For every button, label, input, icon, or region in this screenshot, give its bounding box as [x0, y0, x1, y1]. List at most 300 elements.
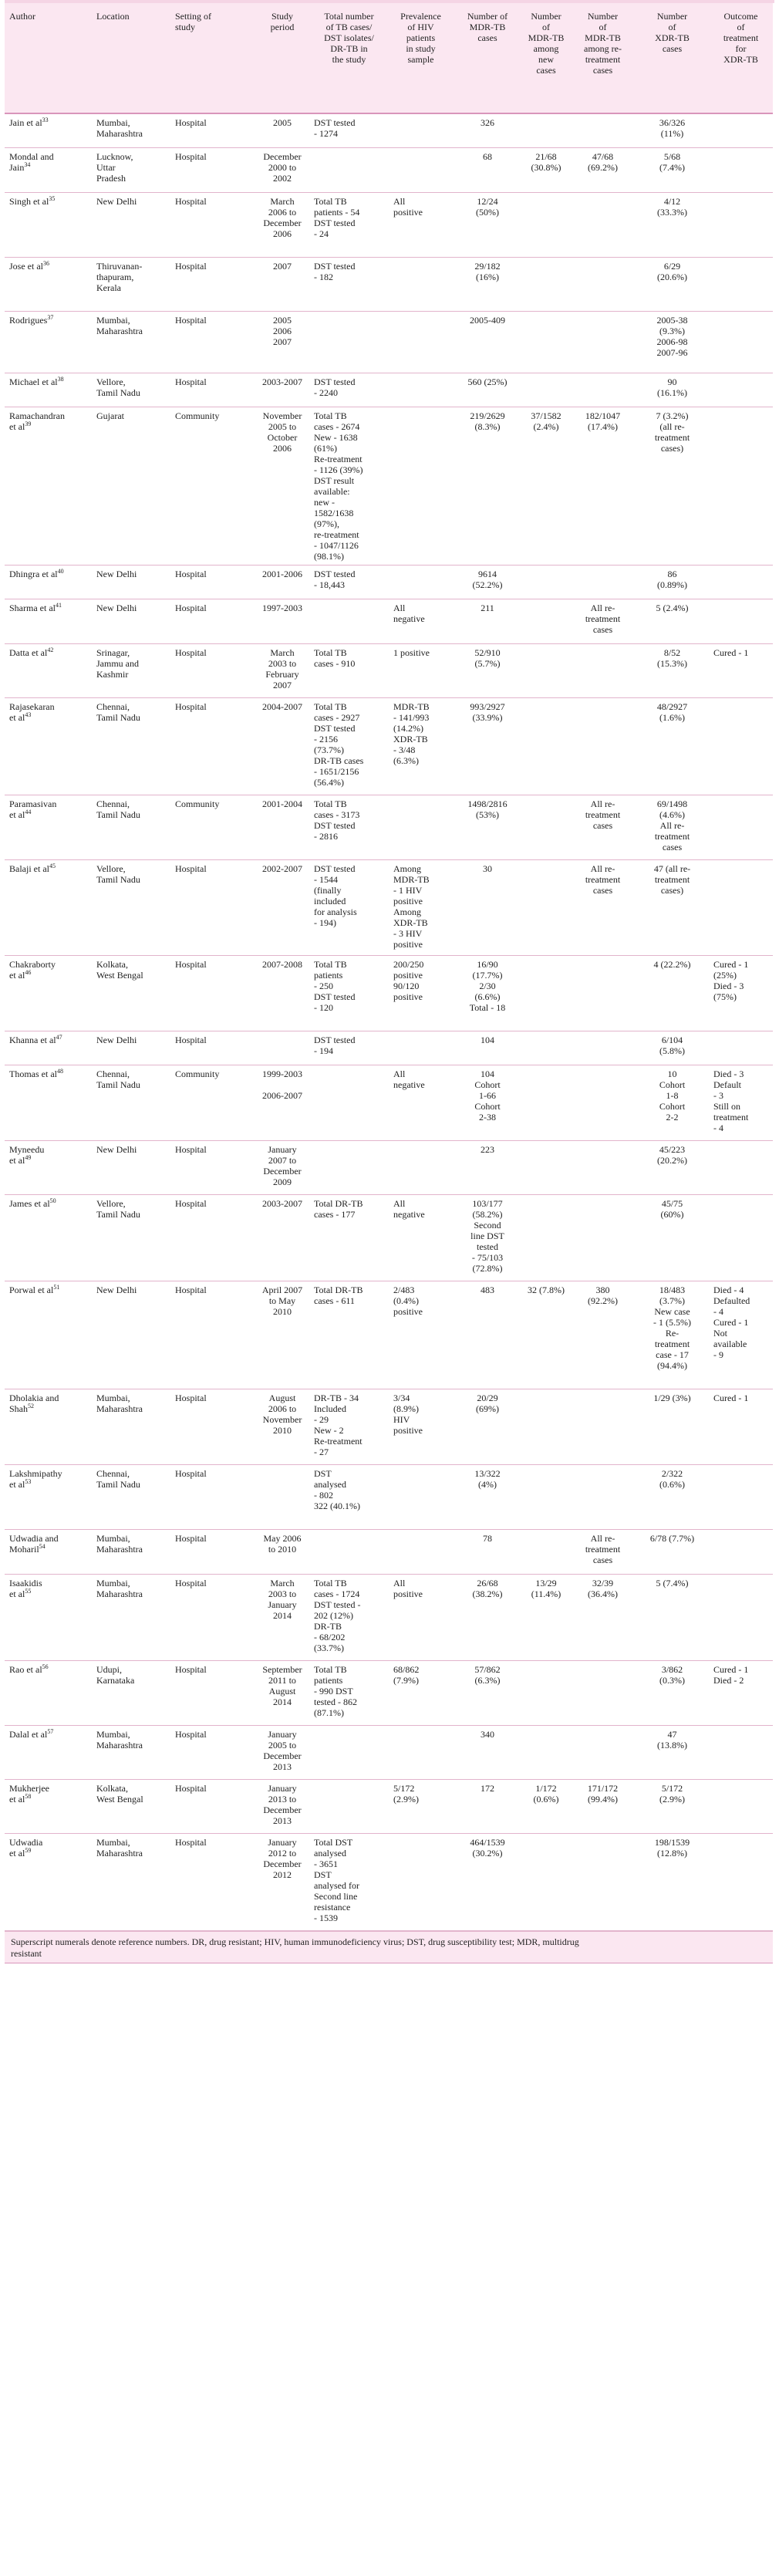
author-name: Dholakia and Shah: [9, 1392, 59, 1414]
location-cell: Mumbai, Maharashtra: [96, 1836, 143, 1859]
column-header: Setting of study: [175, 11, 211, 32]
location-cell: Chennai, Tamil Nadu: [96, 798, 140, 820]
outcome-cell: [709, 1194, 773, 1281]
total-cell: [309, 1140, 389, 1194]
mdr-re-cell: 32/39 (36.4%): [588, 1577, 618, 1599]
mdr-re-cell: All re- treatment cases: [585, 1532, 621, 1565]
location-cell: New Delhi: [96, 1034, 137, 1045]
hiv-cell: 5/172 (2.9%): [393, 1782, 419, 1805]
xdr-cell: 86 (0.89%): [657, 568, 687, 590]
xdr-cell: 8/52 (15.3%): [657, 647, 687, 669]
mdr-cell: 26/68 (38.2%): [472, 1577, 503, 1599]
mdr-cell: 16/90 (17.7%) 2/30 (6.6%) Total - 18: [469, 958, 506, 1013]
period-cell: January 2005 to December 2013: [263, 1728, 302, 1772]
location-cell: Lucknow, Uttar Pradesh: [96, 150, 133, 184]
xdr-cell: 6/104 (5.8%): [659, 1034, 685, 1056]
hiv-cell: [389, 257, 453, 311]
reference-number: 57: [47, 1727, 54, 1735]
mdr-new-cell: [522, 1389, 570, 1464]
reference-number: 43: [25, 711, 32, 718]
author-name: Jain et al: [9, 117, 42, 128]
xdr-cell: 6/29 (20.6%): [657, 260, 687, 282]
mdr-new-cell: 13/29 (11.4%): [531, 1577, 561, 1599]
mdr-re-cell: [570, 1464, 636, 1529]
mdr-new-cell: [522, 1833, 570, 1930]
author-cell: [5, 565, 92, 599]
table-row: [5, 1140, 773, 1194]
mdr-cell: 211: [481, 602, 494, 613]
location-cell: New Delhi: [96, 1143, 137, 1155]
mdr-re-cell: 47/68 (69.2%): [588, 150, 618, 173]
setting-cell: Hospital: [175, 602, 207, 613]
xdr-cell: 69/1498 (4.6%) All re- treatment cases: [654, 798, 690, 852]
total-cell: DST tested - 194: [314, 1034, 356, 1056]
author-cell: [5, 859, 92, 955]
mdr-re-cell: All re- treatment cases: [585, 863, 621, 896]
hiv-cell: 68/862 (7.9%): [393, 1663, 420, 1686]
hiv-cell: 3/34 (8.9%) HIV positive: [393, 1392, 423, 1436]
table-row: [5, 1031, 773, 1065]
author-name: Myneedu et al: [9, 1143, 45, 1166]
author-cell: [5, 147, 92, 192]
setting-cell: Hospital: [175, 260, 207, 272]
location-cell: Vellore, Tamil Nadu: [96, 376, 140, 398]
author-cell: [5, 1725, 92, 1779]
location-cell: Vellore, Tamil Nadu: [96, 863, 140, 885]
setting-cell: Hospital: [175, 1836, 207, 1848]
mdr-new-cell: [522, 955, 570, 1031]
mdr-cell: 172: [481, 1782, 494, 1794]
mdr-new-cell: [522, 565, 570, 599]
table-header-row: [5, 3, 773, 113]
mdr-new-cell: 32 (7.8%): [528, 1284, 565, 1295]
author-cell: [5, 1529, 92, 1574]
hiv-cell: All positive: [393, 1577, 423, 1599]
reference-number: 48: [56, 1067, 63, 1075]
total-cell: DST analysed - 802 322 (40.1%): [314, 1467, 360, 1511]
table-row: [5, 1833, 773, 1930]
location-cell: Mumbai, Maharashtra: [96, 1392, 143, 1414]
mdr-cell: 29/182 (16%): [474, 260, 501, 282]
mdr-re-cell: [570, 373, 636, 407]
setting-cell: Hospital: [175, 1782, 207, 1794]
location-cell: New Delhi: [96, 1284, 137, 1295]
author-cell: [5, 1281, 92, 1389]
total-cell: [309, 1779, 389, 1833]
xdr-cell: 5/68 (7.4%): [659, 150, 685, 173]
location-cell: Chennai, Tamil Nadu: [96, 1467, 140, 1490]
mdr-new-cell: [522, 1065, 570, 1140]
mdr-new-cell: [522, 113, 570, 147]
total-cell: Total TB patients - 54 DST tested - 24: [314, 195, 360, 239]
outcome-cell: Died - 4 Defaulted - 4 Cured - 1 Not available - 9: [713, 1284, 750, 1360]
reference-number: 51: [53, 1283, 60, 1291]
mdr-cell: 57/862 (6.3%): [474, 1663, 501, 1686]
mdr-new-cell: [522, 1660, 570, 1725]
total-cell: [309, 1725, 389, 1779]
mdr-cell: 1498/2816 (53%): [467, 798, 508, 820]
mdr-cell: 993/2927 (33.9%): [470, 701, 505, 723]
hiv-cell: All negative: [393, 1068, 425, 1090]
outcome-cell: Cured - 1: [713, 647, 749, 658]
setting-cell: Hospital: [175, 1532, 207, 1544]
author-cell: [5, 1389, 92, 1464]
reference-number: 36: [43, 259, 49, 267]
column-header: Total number of TB cases/ DST isolates/ DR-TB in the study: [324, 11, 374, 65]
period-cell: [255, 1031, 309, 1065]
xdr-cell: 6/78 (7.7%): [649, 1532, 695, 1544]
column-header: Number of MDR-TB among new cases: [528, 11, 565, 76]
reference-number: 46: [25, 968, 32, 976]
period-cell: 2002-2007: [262, 863, 302, 874]
outcome-cell: [709, 565, 773, 599]
author-name: Jose et al: [9, 260, 43, 272]
mdr-re-cell: [570, 1389, 636, 1464]
mdr-re-cell: [570, 643, 636, 697]
total-cell: DST tested - 2240: [314, 376, 356, 398]
mdr-new-cell: [522, 599, 570, 643]
total-cell: DR-TB - 34 Included - 29 New - 2 Re-treatment - 27: [314, 1392, 363, 1457]
table-row: [5, 697, 773, 795]
mdr-re-cell: [570, 1140, 636, 1194]
table-row: [5, 113, 773, 147]
mdr-new-cell: 37/1582 (2.4%): [531, 410, 561, 432]
mdr-re-cell: 171/172 (99.4%): [587, 1782, 619, 1805]
author-name: Udwadia et al: [9, 1836, 43, 1859]
reference-number: 34: [24, 160, 31, 168]
location-cell: Udupi, Karnataka: [96, 1663, 135, 1686]
period-cell: 2005 2006 2007: [273, 314, 292, 347]
column-header: Number of XDR-TB cases: [655, 11, 690, 54]
xdr-cell: 5 (2.4%): [656, 602, 689, 613]
period-cell: 2001-2006: [262, 568, 302, 579]
mdr-cell: 9614 (52.2%): [472, 568, 503, 590]
author-cell: [5, 407, 92, 565]
author-cell: [5, 1194, 92, 1281]
mdr-new-cell: [522, 311, 570, 373]
hiv-cell: [389, 795, 453, 859]
outcome-cell: [709, 697, 773, 795]
mdr-cell: 483: [481, 1284, 494, 1295]
author-cell: [5, 1779, 92, 1833]
outcome-cell: Cured - 1: [713, 1392, 749, 1403]
mdr-re-cell: 182/1047 (17.4%): [585, 410, 621, 432]
setting-cell: Hospital: [175, 863, 207, 874]
table-row: [5, 311, 773, 373]
xdr-cell: 48/2927 (1.6%): [656, 701, 688, 723]
mdr-new-cell: 21/68 (30.8%): [531, 150, 561, 173]
reference-number: 53: [25, 1477, 32, 1485]
author-name: Singh et al: [9, 195, 49, 207]
xdr-cell: 47 (all re- treatment cases): [653, 863, 691, 896]
period-cell: August 2006 to November 2010: [262, 1392, 302, 1436]
mdr-cell: 78: [483, 1532, 492, 1544]
mdr-new-cell: [522, 1194, 570, 1281]
author-cell: [5, 192, 92, 257]
mdr-cell: 13/322 (4%): [474, 1467, 501, 1490]
total-cell: Total TB cases - 2674 New - 1638 (61%) Re-treatment - 1126 (39%) DST result available: new - 1582/1638 (97%), re-treatment - 1047/1126 (98.1%): [314, 410, 363, 562]
author-name: Porwal et al: [9, 1284, 54, 1295]
hiv-cell: 2/483 (0.4%) positive: [393, 1284, 423, 1317]
setting-cell: Community: [175, 410, 220, 421]
mdr-cell: 223: [481, 1143, 494, 1155]
total-cell: Total DR-TB cases - 611: [314, 1284, 363, 1306]
mdr-re-cell: [570, 1065, 636, 1140]
location-cell: Kolkata, West Bengal: [96, 1782, 143, 1805]
outcome-cell: [709, 1833, 773, 1930]
outcome-cell: [709, 1779, 773, 1833]
mdr-re-cell: 380 (92.2%): [588, 1284, 618, 1306]
period-cell: 1999-2003 2006-2007: [262, 1068, 302, 1101]
period-cell: March 2006 to December 2006: [263, 195, 302, 239]
table-row: [5, 257, 773, 311]
author-name: Balaji et al: [9, 863, 49, 874]
total-cell: Total TB cases - 1724 DST tested - 202 (12%) DR-TB - 68/202 (33.7%): [314, 1577, 361, 1653]
hiv-cell: [389, 1140, 453, 1194]
author-cell: [5, 643, 92, 697]
reference-number: 52: [28, 1402, 34, 1410]
author-name: Ramachandran et al: [9, 410, 65, 432]
total-cell: [309, 311, 389, 373]
setting-cell: Hospital: [175, 701, 207, 712]
mdr-cell: 340: [481, 1728, 494, 1740]
outcome-cell: Cured - 1 Died - 2: [713, 1663, 749, 1686]
mdr-re-cell: [570, 257, 636, 311]
setting-cell: Hospital: [175, 958, 207, 970]
author-name: Mondal and Jain: [9, 150, 54, 173]
mdr-re-cell: All re- treatment cases: [585, 602, 621, 635]
hiv-cell: [389, 565, 453, 599]
xdr-cell: 1/29 (3%): [653, 1392, 691, 1403]
author-cell: [5, 1031, 92, 1065]
mdr-new-cell: [522, 795, 570, 859]
author-name: Rodrigues: [9, 314, 48, 326]
hiv-cell: [389, 1833, 453, 1930]
total-cell: DST tested - 182: [314, 260, 356, 282]
mdr-re-cell: [570, 1031, 636, 1065]
author-name: Dhingra et al: [9, 568, 58, 579]
table-row: [5, 859, 773, 955]
hiv-cell: [389, 1031, 453, 1065]
total-cell: DST tested - 1544 (finally included for analysis - 194): [314, 863, 357, 928]
table-row: [5, 1389, 773, 1464]
table-row: [5, 1194, 773, 1281]
xdr-cell: 18/483 (3.7%) New case - 1 (5.5%) Re- treatment case - 17 (94.4%): [653, 1284, 691, 1371]
setting-cell: Hospital: [175, 1034, 207, 1045]
author-cell: [5, 1833, 92, 1930]
reference-number: 47: [56, 1033, 62, 1041]
table-row: [5, 1464, 773, 1529]
table-row: [5, 565, 773, 599]
xdr-cell: 5 (7.4%): [656, 1577, 689, 1588]
outcome-cell: [709, 795, 773, 859]
table-row: [5, 643, 773, 697]
author-name: Thomas et al: [9, 1068, 57, 1079]
xdr-cell: 2005-38 (9.3%) 2006-98 2007-96: [656, 314, 688, 358]
xdr-cell: 90 (16.1%): [657, 376, 687, 398]
reference-number: 55: [25, 1587, 32, 1595]
location-cell: New Delhi: [96, 195, 137, 207]
mdr-re-cell: [570, 955, 636, 1031]
location-cell: Vellore, Tamil Nadu: [96, 1197, 140, 1220]
period-cell: May 2006 to 2010: [263, 1532, 302, 1555]
author-name: Rao et al: [9, 1663, 42, 1675]
mdr-re-cell: All re- treatment cases: [585, 798, 621, 831]
period-cell: 2003-2007: [262, 1197, 302, 1209]
total-cell: Total DR-TB cases - 177: [314, 1197, 363, 1220]
outcome-cell: Cured - 1 (25%) Died - 3 (75%): [713, 958, 749, 1002]
total-cell: Total TB cases - 2927 DST tested - 2156 (73.7%) DR-TB cases - 1651/2156 (56.4%): [314, 701, 364, 788]
mdr-re-cell: [570, 565, 636, 599]
tb-studies-table: [5, 3, 773, 1931]
author-cell: [5, 1464, 92, 1529]
mdr-cell: 20/29 (69%): [476, 1392, 499, 1414]
xdr-cell: 2/322 (0.6%): [659, 1467, 685, 1490]
mdr-cell: 326: [481, 117, 494, 128]
setting-cell: Hospital: [175, 150, 207, 162]
mdr-new-cell: [522, 697, 570, 795]
outcome-cell: [709, 1031, 773, 1065]
table-row: [5, 1660, 773, 1725]
mdr-cell: 103/177 (58.2%) Second line DST tested - 75/103 (72.8%): [470, 1197, 504, 1274]
column-header: Study period: [270, 11, 295, 32]
table-body: [5, 113, 773, 1930]
author-cell: [5, 257, 92, 311]
period-cell: March 2003 to February 2007: [265, 647, 299, 690]
xdr-cell: 4/12 (33.3%): [657, 195, 687, 218]
mdr-new-cell: [522, 257, 570, 311]
reference-number: 38: [57, 375, 64, 383]
setting-cell: Hospital: [175, 1284, 207, 1295]
author-name: Paramasivan et al: [9, 798, 57, 820]
hiv-cell: [389, 373, 453, 407]
period-cell: 2001-2004: [262, 798, 302, 809]
author-cell: [5, 955, 92, 1031]
hiv-cell: All negative: [393, 602, 425, 624]
mdr-re-cell: [570, 697, 636, 795]
table-row: [5, 147, 773, 192]
total-cell: Total TB cases - 910: [314, 647, 356, 669]
mdr-re-cell: [570, 1725, 636, 1779]
period-cell: September 2011 to August 2014: [262, 1663, 302, 1707]
outcome-cell: Died - 3 Default - 3 Still on treatment - 4: [713, 1068, 749, 1133]
table-footnote: Superscript numerals denote reference numbers. DR, drug resistant; HIV, human immunodeficiency virus; DST, drug susceptibility test; MDR, multidrug resistant: [5, 1931, 773, 1963]
outcome-cell: [709, 599, 773, 643]
mdr-new-cell: [522, 859, 570, 955]
mdr-cell: 104: [481, 1034, 494, 1045]
mdr-cell: 12/24 (50%): [476, 195, 499, 218]
hiv-cell: [389, 407, 453, 565]
mdr-cell: 219/2629 (8.3%): [470, 410, 505, 432]
location-cell: Chennai, Tamil Nadu: [96, 1068, 140, 1090]
xdr-cell: 45/223 (20.2%): [657, 1143, 687, 1166]
total-cell: Total TB patients - 990 DST tested - 862 (87.1%): [314, 1663, 357, 1718]
hiv-cell: Among MDR-TB - 1 HIV positive Among XDR-TB - 3 HIV positive: [393, 863, 430, 950]
author-name: Isaakidis et al: [9, 1577, 42, 1599]
reference-number: 40: [57, 567, 64, 575]
table-row: [5, 1281, 773, 1389]
outcome-cell: [709, 147, 773, 192]
mdr-new-cell: [522, 643, 570, 697]
author-cell: [5, 795, 92, 859]
author-name: Chakraborty et al: [9, 958, 56, 981]
period-cell: November 2005 to October 2006: [262, 410, 302, 454]
author-name: Dalal et al: [9, 1728, 48, 1740]
mdr-new-cell: [522, 1529, 570, 1574]
author-cell: [5, 599, 92, 643]
column-header: Outcome of treatment for XDR-TB: [723, 11, 759, 65]
table-row: [5, 192, 773, 257]
mdr-cell: 464/1539 (30.2%): [470, 1836, 505, 1859]
mdr-cell: 104 Cohort 1-66 Cohort 2-38: [474, 1068, 501, 1123]
table-row: [5, 1065, 773, 1140]
xdr-cell: 4 (22.2%): [653, 958, 691, 970]
reference-number: 45: [49, 862, 56, 869]
mdr-re-cell: [570, 311, 636, 373]
mdr-re-cell: [570, 192, 636, 257]
column-header: Prevalence of HIV patients in study sample: [400, 11, 441, 65]
author-name: James et al: [9, 1197, 50, 1209]
period-cell: January 2012 to December 2012: [263, 1836, 302, 1880]
outcome-cell: [709, 311, 773, 373]
outcome-cell: [709, 192, 773, 257]
reference-number: 54: [39, 1542, 46, 1550]
period-cell: December 2000 to 2002: [263, 150, 302, 184]
setting-cell: Hospital: [175, 1467, 207, 1479]
hiv-cell: [389, 1464, 453, 1529]
setting-cell: Hospital: [175, 314, 207, 326]
outcome-cell: [709, 407, 773, 565]
period-cell: [255, 1464, 309, 1529]
setting-cell: Community: [175, 798, 220, 809]
mdr-new-cell: [522, 1725, 570, 1779]
total-cell: Total TB cases - 3173 DST tested - 2816: [314, 798, 360, 842]
table-row: [5, 599, 773, 643]
mdr-new-cell: [522, 1140, 570, 1194]
xdr-cell: 3/862 (0.3%): [659, 1663, 685, 1686]
mdr-re-cell: [570, 1194, 636, 1281]
setting-cell: Hospital: [175, 376, 207, 387]
mdr-cell: 68: [483, 150, 492, 162]
period-cell: 2007: [273, 260, 292, 272]
mdr-cell: 30: [483, 863, 492, 874]
outcome-cell: [709, 1725, 773, 1779]
period-cell: January 2013 to December 2013: [263, 1782, 302, 1826]
total-cell: Total TB patients - 250 DST tested - 120: [314, 958, 356, 1013]
setting-cell: Hospital: [175, 1143, 207, 1155]
hiv-cell: All positive: [393, 195, 423, 218]
mdr-new-cell: [522, 373, 570, 407]
location-cell: Mumbai, Maharashtra: [96, 1577, 143, 1599]
xdr-cell: 10 Cohort 1-8 Cohort 2-2: [659, 1068, 686, 1123]
total-cell: Total DST analysed - 3651 DST analysed for Second line resistance - 1539: [314, 1836, 359, 1923]
mdr-cell: 560 (25%): [467, 376, 508, 387]
total-cell: [309, 1529, 389, 1574]
period-cell: March 2003 to January 2014: [268, 1577, 297, 1621]
mdr-re-cell: [570, 113, 636, 147]
period-cell: January 2007 to December 2009: [263, 1143, 302, 1187]
author-cell: [5, 1574, 92, 1660]
author-name: Khanna et al: [9, 1034, 56, 1045]
column-header: Number of MDR-TB among re- treatment cases: [584, 11, 622, 76]
reference-number: 49: [25, 1153, 32, 1161]
author-name: Udwadia and Moharil: [9, 1532, 59, 1555]
setting-cell: Hospital: [175, 1663, 207, 1675]
author-cell: [5, 1140, 92, 1194]
period-cell: 2007-2008: [262, 958, 302, 970]
xdr-cell: 7 (3.2%) (all re- treatment cases): [654, 410, 690, 454]
location-cell: Gujarat: [96, 410, 124, 421]
